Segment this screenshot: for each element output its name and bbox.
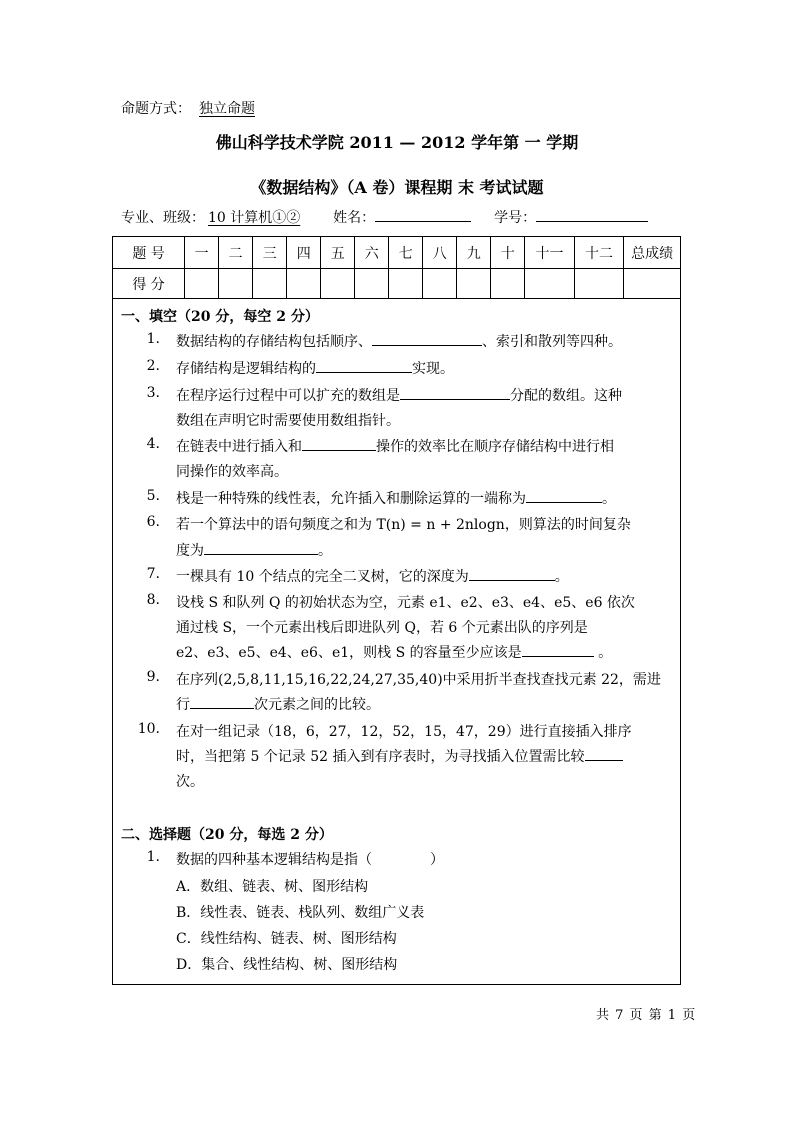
section2-heading: 二、选择题（20 分，每选 2 分） [121,827,333,843]
question-number: 1. [146,849,160,865]
row-label: 题 号 [113,237,185,269]
score-table [112,236,681,299]
question-text: 一棵具有 10 个结点的完全二叉树，它的深度为 。 [176,566,569,586]
id-label: 学号： [494,210,537,226]
question-number: 4. [146,436,160,452]
option-a: A．数组、链表、树、图形结构 [176,879,369,895]
option-b: B．线性表、链表、栈队列、数组广义表 [176,905,425,921]
page-footer: 共 7 页 第 1 页 [596,1008,697,1023]
question-number: 2. [146,358,160,374]
row-label: 得 分 [113,269,185,299]
question-number-row [113,237,681,269]
student-id-field[interactable] [536,207,648,222]
major-label: 专业、班级： [121,210,205,226]
exam-mode [121,98,255,118]
answer-blank[interactable] [190,694,254,709]
question-number: 10. [137,721,160,737]
col-header: 总成绩 [624,237,681,269]
question-number: 8. [146,592,160,608]
exam-title: 《数据结构》（A 卷）课程期 末 考试试题 [250,178,544,197]
question-text-cont: 度为 。 [176,540,332,560]
question-number: 3. [146,385,160,401]
score-cell[interactable] [389,269,423,299]
score-cell[interactable] [457,269,491,299]
answer-blank[interactable] [372,850,430,864]
score-cell[interactable] [355,269,389,299]
question-text: 数据结构的存储结构包括顺序、 、索引和散列等四种。 [176,331,622,351]
question-number: 5. [146,488,160,504]
question-number: 6. [146,514,160,530]
col-header: 六 [355,237,389,269]
answer-blank[interactable] [522,642,594,657]
score-cell[interactable] [574,269,623,299]
student-info-line [121,207,648,227]
question-text: 数据的四种基本逻辑结构是指（ ） [176,852,444,868]
score-cell[interactable] [624,269,681,299]
question-text-cont: 同操作的效率高。 [176,464,288,480]
name-field[interactable] [375,207,471,222]
name-label: 姓名： [333,210,376,226]
score-cell[interactable] [321,269,355,299]
col-header: 十 [491,237,525,269]
col-header: 三 [253,237,287,269]
mode-value: 独立命题 [199,101,255,117]
question-number: 7. [146,566,160,582]
question-text-cont: 次。 [176,774,204,790]
col-header: 七 [389,237,423,269]
col-header: 一 [185,237,219,269]
question-text-cont: 行 次元素之间的比较。 [176,694,380,714]
question-text: 设栈 S 和队列 Q 的初始状态为空，元素 e1、e2、e3、e4、e5、e6 依次 [176,595,635,611]
answer-blank[interactable] [469,566,555,581]
answer-blank[interactable] [400,385,510,400]
major-value: 10 计算机①② [208,210,301,226]
score-cell[interactable] [253,269,287,299]
answer-blank[interactable] [585,746,623,761]
question-number: 9. [146,669,160,685]
score-cell[interactable] [185,269,219,299]
question-text: 在链表中进行插入和 操作的效率比在顺序存储结构中进行相 [176,436,614,456]
option-d: D．集合、线性结构、树、图形结构 [176,957,398,973]
score-row [113,269,681,299]
question-text: 栈是一种特殊的线性表，允许插入和删除运算的一端称为 。 [176,488,616,508]
col-header: 八 [423,237,457,269]
question-text: 若一个算法中的语句频度之和为 T(n) = n + 2nlogn，则算法的时间复杂 [176,517,631,533]
score-cell[interactable] [491,269,525,299]
option-c: C．线性结构、链表、树、图形结构 [176,931,397,947]
col-header: 十二 [574,237,623,269]
question-text-cont: 通过栈 S，一个元素出栈后即进队列 Q，若 6 个元素出队的序列是 [176,620,588,636]
question-text: 在序列(2,5,8,11,15,16,22,24,27,35,40)中采用折半查找查找元素 22，需进 [176,672,661,688]
score-cell[interactable] [423,269,457,299]
question-text-cont: 数组在声明它时需要使用数组指针。 [176,413,400,429]
score-cell[interactable] [219,269,253,299]
question-number: 1. [146,331,160,347]
answer-blank[interactable] [372,331,482,346]
school-title: 佛山科学技术学院 2011 — 2012 学年第 一 学期 [215,133,579,152]
score-cell[interactable] [525,269,574,299]
question-text-cont: 时，当把第 5 个记录 52 插入到有序表时，为寻找插入位置需比较 [176,746,623,766]
col-header: 四 [287,237,321,269]
mode-label: 命题方式： [121,101,191,117]
answer-blank[interactable] [204,540,318,555]
question-text: 存储结构是逻辑结构的 实现。 [176,358,454,378]
question-text: 在对一组记录（18，6，27，12，52，15，47，29）进行直接插入排序 [176,724,632,740]
answer-blank[interactable] [316,358,412,373]
question-text-cont: e2、e3、e5、e4、e6、e1，则栈 S 的容量至少应该是 。 [176,642,612,662]
answer-blank[interactable] [302,436,376,451]
section1-heading: 一、填空（20 分，每空 2 分） [121,309,319,325]
col-header: 五 [321,237,355,269]
col-header: 二 [219,237,253,269]
col-header: 十一 [525,237,574,269]
score-cell[interactable] [287,269,321,299]
question-text: 在程序运行过程中可以扩充的数组是 分配的数组。这种 [176,385,622,405]
col-header: 九 [457,237,491,269]
answer-blank[interactable] [526,488,602,503]
